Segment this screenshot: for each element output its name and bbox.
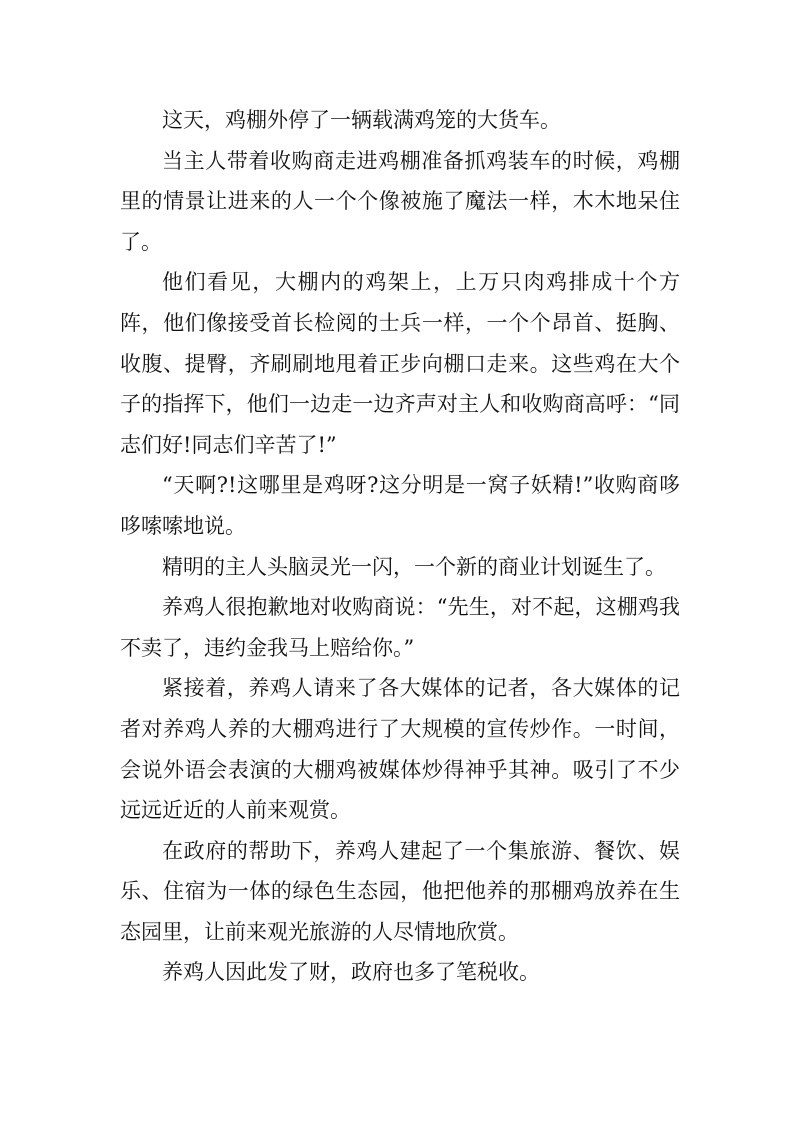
paragraph-7: 紧接着，养鸡人请来了各大媒体的记者，各大媒体的记者对养鸡人养的大棚鸡进行了大规模的宣传炒作。一时间，会说外语会表演的大棚鸡被媒体炒得神乎其神。吸引了不少远远近近的人前来观赏。 <box>120 676 680 823</box>
story-text <box>120 100 680 993</box>
paragraph-1: 这天，鸡棚外停了一辆载满鸡笼的大货车。 <box>162 108 561 132</box>
paragraph-3: 他们看见，大棚内的鸡架上，上万只肉鸡排成十个方阵，他们像接受首长检阅的士兵一样，一个个昂首、挺胸、收腹、提臀，齐刷刷地甩着正步向棚口走来。这些鸡在大个子的指挥下，他们一边走一边齐声对主人和收购商高呼：“同志们好!同志们辛苦了!” <box>120 270 680 457</box>
paragraph-4: “天啊?!这哪里是鸡呀?这分明是一窝子妖精!”收购商哆哆嗦嗦地说。 <box>120 473 680 538</box>
paragraph-5: 精明的主人头脑灵光一闪，一个新的商业计划诞生了。 <box>162 554 666 579</box>
paragraph-8: 在政府的帮助下，养鸡人建起了一个集旅游、餐饮、娱乐、住宿为一体的绿色生态园，他把他养的那棚鸡放养在生态园里，让前来观光旅游的人尽情地欣赏。 <box>120 838 680 944</box>
paragraph-2: 当主人带着收购商走进鸡棚准备抓鸡装车的时候，鸡棚里的情景让进来的人一个个像被施了魔法一样，木木地呆住了。 <box>120 148 680 254</box>
paragraph-9: 养鸡人因此发了财，政府也多了笔税收。 <box>162 960 540 985</box>
paragraph-6: 养鸡人很抱歉地对收购商说：“先生，对不起，这棚鸡我不卖了，违约金我马上赔给你。” <box>120 595 680 660</box>
